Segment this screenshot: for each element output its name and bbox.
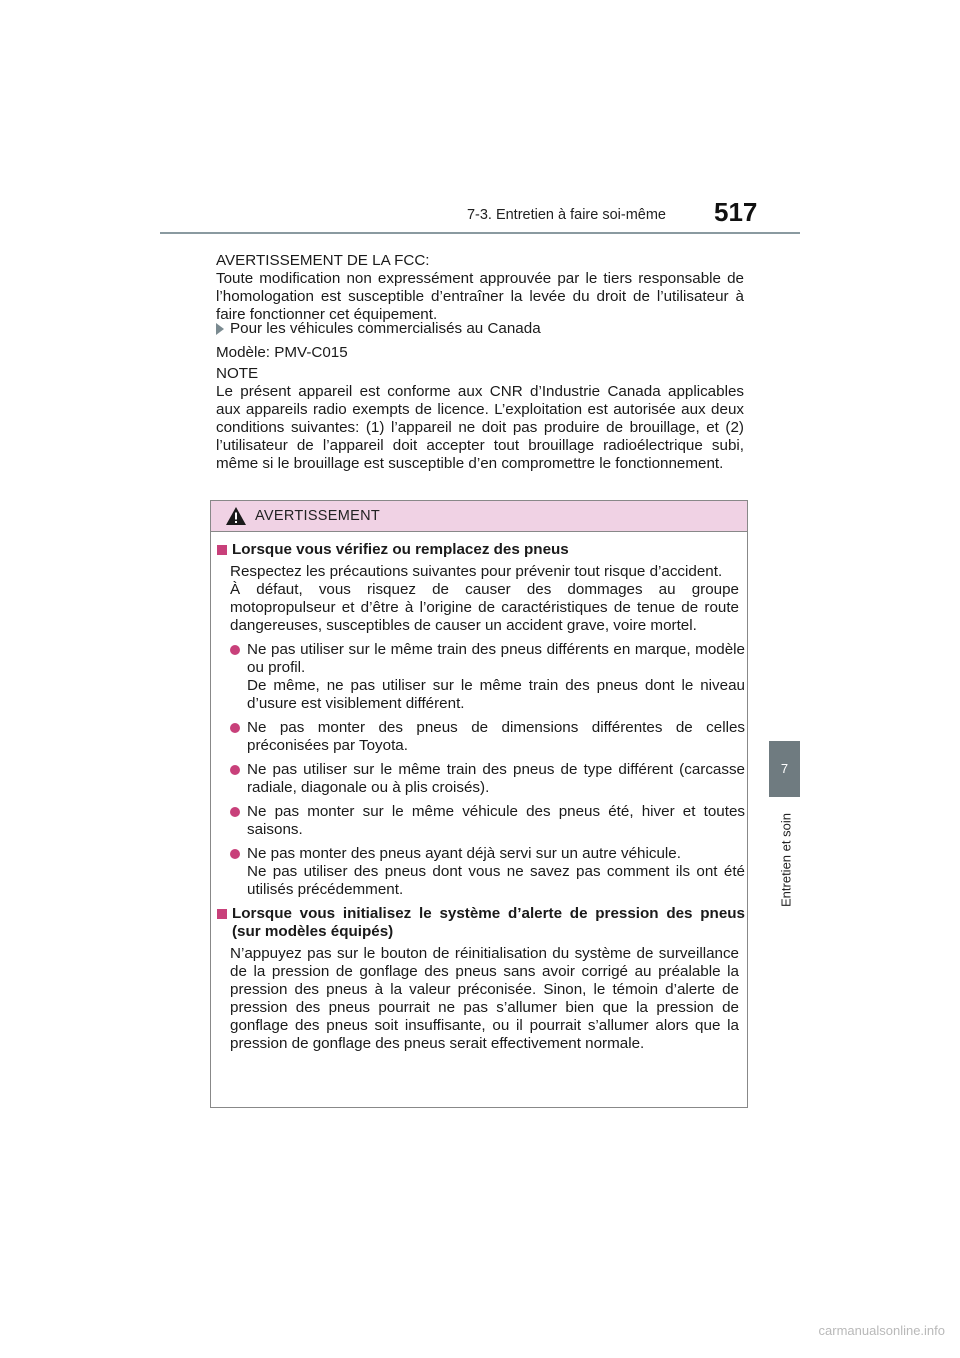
warning-bullet-text	[247, 719, 745, 755]
warning-bullet-line: Ne pas utiliser des pneus dont vous ne savez pas comment ils ont été utilisés précédemment.	[247, 863, 745, 898]
warning-content	[217, 541, 745, 1053]
warning-header	[211, 501, 747, 532]
header-rule	[160, 232, 800, 234]
note-text: Le présent appareil est conforme aux CNR d’Industrie Canada applicables aux appareils radio exempts de licence. L’exploitation est autorisée aux deux conditions suivantes: (1) l’appareil ne doit pas produire de brouillage, et (2) l’utilisateur de l’appareil doit accepter tout brouillage radioélectrique subi, même si le brouillage est susceptible d’en compromettre le fonctionnement.	[216, 383, 744, 472]
circle-bullet-icon	[230, 645, 240, 655]
warning-section-heading	[217, 905, 745, 941]
note-block	[216, 365, 744, 473]
warning-section-body	[217, 945, 745, 1053]
page-number: 517	[714, 197, 758, 227]
warning-bullet-item	[217, 641, 745, 713]
circle-bullet-icon	[230, 723, 240, 733]
warning-section-body	[217, 563, 745, 635]
warning-bullet-line: Ne pas monter des pneus ayant déjà servi sur un autre véhicule.	[247, 845, 681, 862]
canada-heading	[216, 320, 744, 338]
warning-bullet-line: Ne pas monter sur le même véhicule des pneus été, hiver et toutes saisons.	[247, 803, 745, 838]
canada-heading-text: Pour les véhicules commercialisés au Canada	[230, 320, 541, 337]
circle-bullet-icon	[230, 849, 240, 859]
model-line: Modèle: PMV-C015	[216, 344, 348, 361]
square-bullet-icon	[217, 909, 227, 919]
square-bullet-icon	[217, 545, 227, 555]
warning-bullet-text	[247, 761, 745, 797]
warning-section-heading-text: Lorsque vous initialisez le système d’alerte de pression des pneus (sur modèles équipés)	[232, 905, 745, 940]
warning-box	[210, 500, 748, 1108]
fcc-block	[216, 252, 744, 324]
fcc-title: AVERTISSEMENT DE LA FCC:	[216, 252, 430, 269]
chapter-label-text: Entretien et soin	[778, 813, 794, 907]
section-title: 7-3. Entretien à faire soi-même	[466, 207, 666, 223]
warning-paragraph: N’appuyez pas sur le bouton de réinitialisation du système de surveillance de la pression de gonflage des pneus sans avoir corrigé au préalable la pression des pneus à la valeur préconisée. Sinon, le témoin d’alerte de pression des pneus pourrait ne pas s’allumer bien que la pression de gonflage des pneus soit insuffisante, ou il pourrait s’allumer alors que la pression de gonflage des pneus serait effectivement normale.	[230, 945, 739, 1052]
warning-bullet-item	[217, 719, 745, 755]
fcc-text: Toute modification non expressément approuvée par le tiers responsable de l’homologation est susceptible d’entraîner la levée du droit de l’utilisateur à faire fonctionner cet équipement.	[216, 270, 744, 323]
arrow-right-icon	[216, 323, 224, 335]
warning-bullet-item	[217, 803, 745, 839]
warning-bullet-text	[247, 845, 745, 899]
watermark: carmanualsonline.info	[818, 1323, 945, 1338]
warning-paragraph: Respectez les précautions suivantes pour prévenir tout risque d’accident.	[230, 563, 723, 580]
warning-bullet-line: De même, ne pas utiliser sur le même train des pneus dont le niveau d’usure est visiblement différent.	[247, 677, 745, 712]
circle-bullet-icon	[230, 807, 240, 817]
warning-triangle-icon	[225, 506, 247, 526]
chapter-label	[772, 800, 800, 920]
warning-bullet-line: Ne pas utiliser sur le même train des pneus différents en marque, modèle ou profil.	[247, 641, 745, 676]
warning-bullet-text	[247, 803, 745, 839]
warning-bullet-line: Ne pas utiliser sur le même train des pneus de type différent (carcasse radiale, diagonale ou à plis croisés).	[247, 761, 745, 796]
warning-bullet-text	[247, 641, 745, 713]
warning-bullet-item	[217, 761, 745, 797]
warning-bullet-line: Ne pas monter des pneus de dimensions différentes de celles préconisées par Toyota.	[247, 719, 745, 754]
warning-paragraph: À défaut, vous risquez de causer des dommages au groupe motopropulseur et d’être à l’origine de caractéristiques de tenue de route dangereuses, susceptibles de causer un accident grave, voire mortel.	[230, 581, 739, 634]
circle-bullet-icon	[230, 765, 240, 775]
warning-title: AVERTISSEMENT	[255, 508, 381, 524]
warning-bullet-item	[217, 845, 745, 899]
warning-section-heading	[217, 541, 745, 559]
warning-section-heading-text: Lorsque vous vérifiez ou remplacez des pneus	[232, 541, 569, 558]
note-title: NOTE	[216, 365, 259, 382]
chapter-tab: 7	[769, 741, 800, 797]
